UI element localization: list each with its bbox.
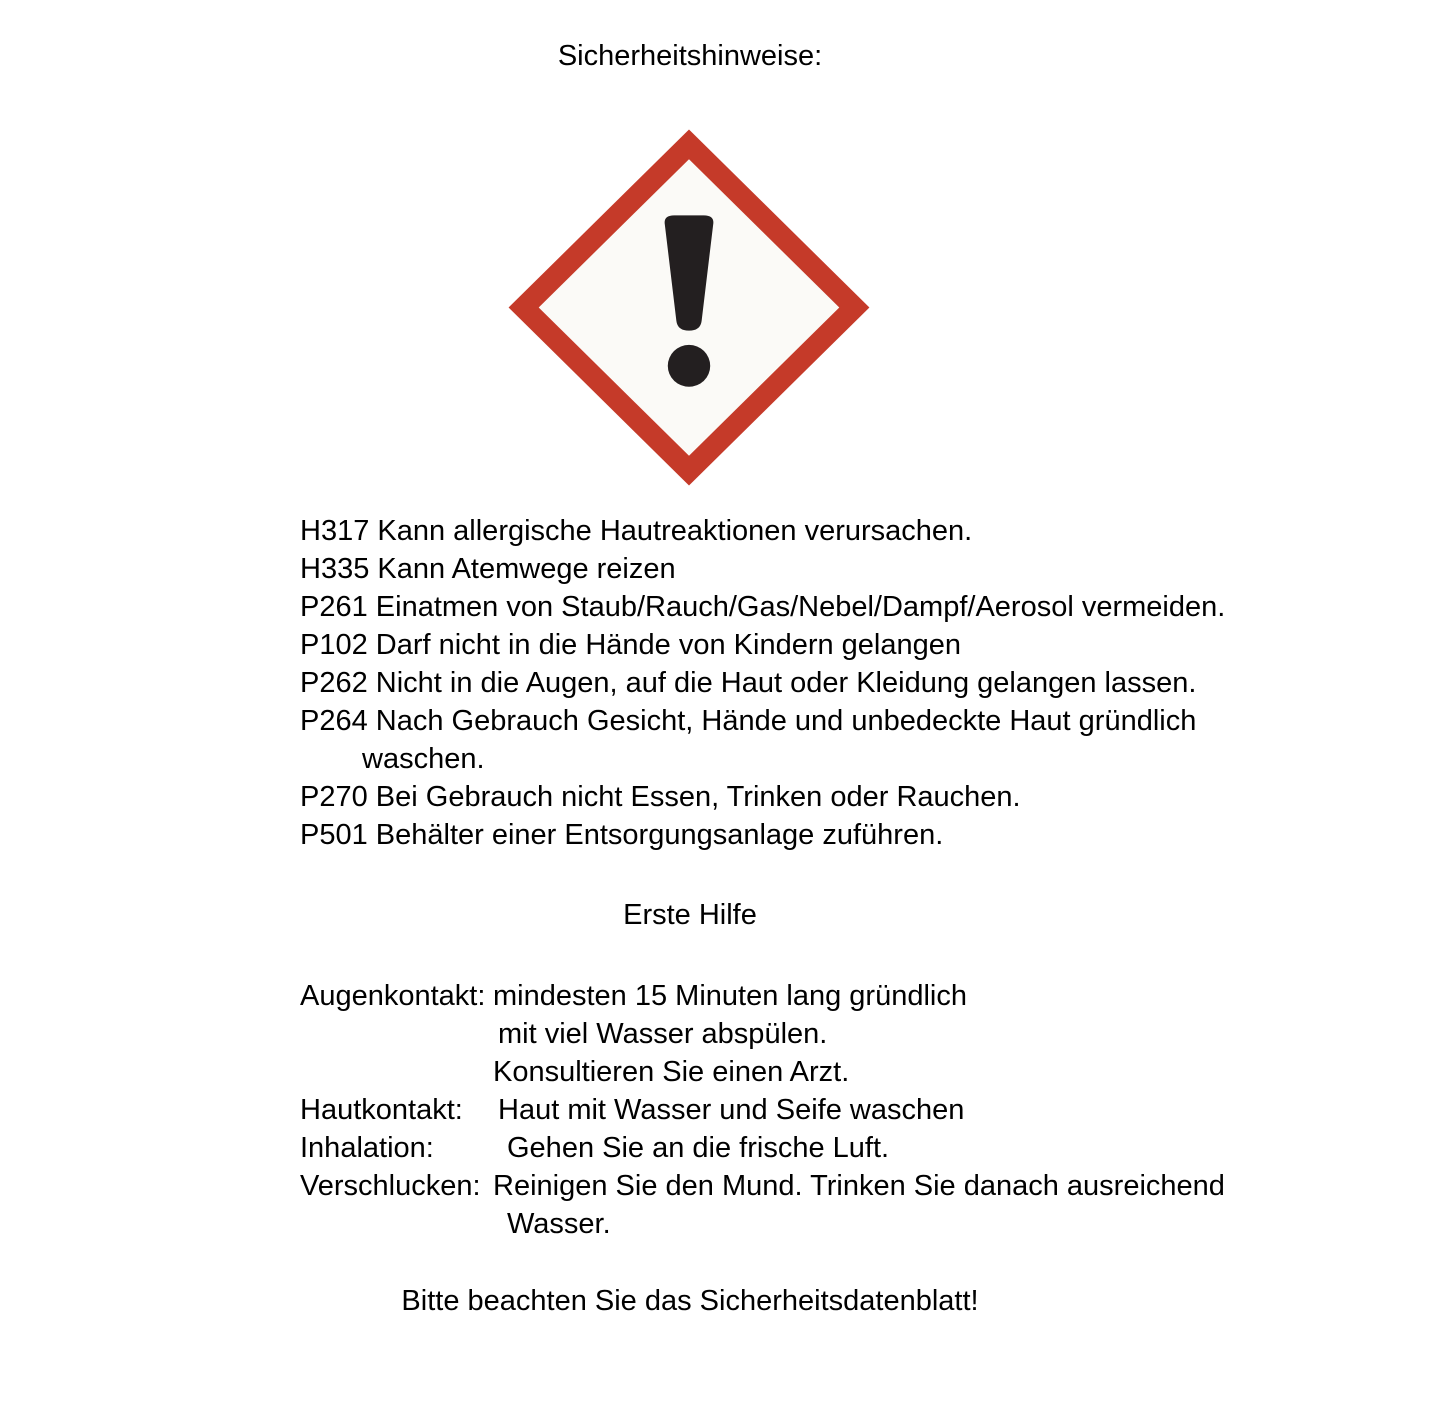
first-aid-row-eye-contact xyxy=(300,977,1225,1015)
document-title: Sicherheitshinweise: xyxy=(557,40,823,72)
first-aid-instructions xyxy=(300,977,1225,1243)
first-aid-label: Augenkontakt: xyxy=(300,980,486,1012)
safety-datasheet-note: Bitte beachten Sie das Sicherheitsdatenblatt! xyxy=(401,1285,979,1317)
first-aid-text: Wasser. xyxy=(507,1208,611,1240)
statement-p270: P270 Bei Gebrauch nicht Essen, Trinken oder Rauchen. xyxy=(300,781,1021,813)
first-aid-row-inhalation xyxy=(300,1129,1225,1167)
first-aid-text: mit viel Wasser abspülen. xyxy=(498,1018,828,1050)
first-aid-row-ingestion xyxy=(300,1167,1225,1205)
first-aid-label xyxy=(300,1205,493,1243)
hazard-precaution-statements xyxy=(300,512,1225,854)
first-aid-row-eye-contact-continuation xyxy=(300,1015,1225,1053)
first-aid-text: mindesten 15 Minuten lang gründlich xyxy=(493,980,967,1012)
statement-p102: P102 Darf nicht in die Hände von Kindern gelangen xyxy=(300,629,962,661)
first-aid-label: Inhalation: xyxy=(300,1132,434,1164)
exclamation-mark-warning-icon xyxy=(503,124,875,491)
first-aid-text: Gehen Sie an die frische Luft. xyxy=(507,1132,890,1164)
first-aid-heading: Erste Hilfe xyxy=(623,899,757,931)
statement-h317: H317 Kann allergische Hautreaktionen verursachen. xyxy=(300,515,973,547)
first-aid-text: Haut mit Wasser und Seife waschen xyxy=(498,1094,965,1126)
first-aid-text: Reinigen Sie den Mund. Trinken Sie danach ausreichend xyxy=(493,1170,1225,1202)
statement-p261: P261 Einatmen von Staub/Rauch/Gas/Nebel/Dampf/Aerosol vermeiden. xyxy=(300,591,1226,623)
first-aid-label xyxy=(300,1053,493,1091)
first-aid-text: Konsultieren Sie einen Arzt. xyxy=(493,1056,850,1088)
first-aid-row-ingestion-continuation xyxy=(300,1205,1225,1243)
first-aid-label: Verschlucken: xyxy=(300,1170,481,1202)
ghs07-warning-pictogram xyxy=(503,124,875,491)
first-aid-row-skin-contact xyxy=(300,1091,1225,1129)
statement-p264: P264 Nach Gebrauch Gesicht, Hände und unbedeckte Haut gründlich xyxy=(300,705,1197,737)
statement-p264-continuation: waschen. xyxy=(362,743,485,775)
statement-p501: P501 Behälter einer Entsorgungsanlage zuführen. xyxy=(300,819,944,851)
first-aid-label: Hautkontakt: xyxy=(300,1094,463,1126)
statement-p262: P262 Nicht in die Augen, auf die Haut oder Kleidung gelangen lassen. xyxy=(300,667,1197,699)
exclamation-dot xyxy=(668,345,710,387)
first-aid-row-eye-contact-continuation xyxy=(300,1053,1225,1091)
statement-h335: H335 Kann Atemwege reizen xyxy=(300,553,676,585)
first-aid-label xyxy=(300,1015,493,1053)
